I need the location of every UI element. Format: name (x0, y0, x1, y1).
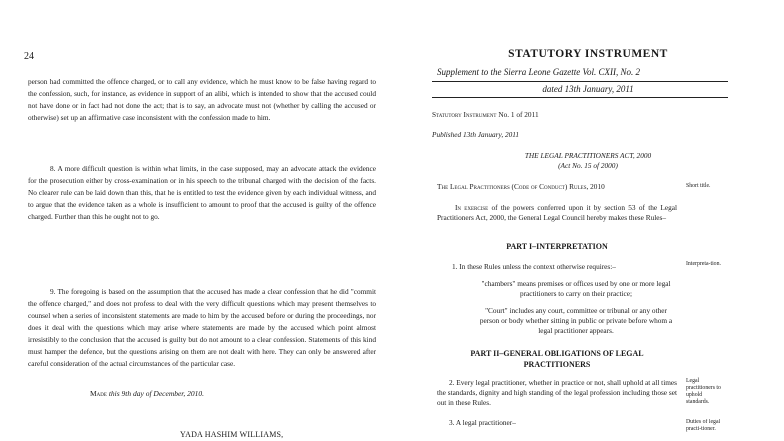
act-number: (Act No. 15 of 2000) (558, 161, 618, 170)
published-line: Published 13th January, 2011 (432, 130, 520, 139)
rules-title-line (437, 182, 605, 191)
bottom-divider (432, 97, 728, 98)
paragraph-9-text: 9. The foregoing is based on the assumption that the accused has made a clear confession that he did "commit the offence charged," and does not profess to deal with the very difficult questions which may present themselves to counsel when a series of inconsistent statements are made to him by the accused before or during the proceedings, nor does it deal with the questions which may arise where statements are made by the accused which point almost irresistibly to the conclusion that the accused is guilty but do not amount to a clear confession. Statements of this kind must hamper the defence, but the questions arising on them are not dealt with here. They can only be answered after careful consideration of the actual circumstances of the particular case. (28, 287, 376, 368)
part-1-heading: PART I–INTERPRETATION (506, 242, 608, 251)
paragraph-8 (28, 163, 376, 223)
preamble (437, 203, 677, 223)
gazette-supplement-line: Supplement to the Sierra Leone Gazette Vol. CXII, No. 2 (437, 67, 640, 77)
made-date: this 9th day of December, 2010. (108, 389, 205, 398)
top-divider (432, 81, 728, 82)
preamble-text: of the powers conferred upon it by section 53 of the Legal Practitioners Act, 2000, the General Legal Council hereby makes these Rules– (437, 203, 677, 222)
right-page (392, 0, 784, 441)
made-date-line (90, 389, 204, 398)
definition-court: "Court" includes any court, committee or tribunal or any other person or body whether sitting in public or private before whom a legal practitioner appears. (479, 306, 673, 335)
made-word: Made (90, 389, 107, 398)
rule-1-text: 1. In these Rules unless the context otherwise requires:– (452, 262, 616, 271)
page-number: 24 (24, 51, 34, 62)
rules-title: The Legal Practitioners (Code of Conduct) Rules, (437, 182, 589, 191)
rule-3-note: Duties of legal practi-tioner. (686, 419, 721, 432)
rules-year: 2010 (590, 182, 605, 191)
si-number-line (432, 110, 539, 119)
dated-line: dated 13th January, 2011 (542, 84, 634, 94)
act-title: THE LEGAL PRACTITIONERS ACT, 2000 (524, 151, 652, 160)
rule-2-text: 2. Every legal practitioner, whether in practice or not, shall uphold at all times the standards, dignity and high standing of the legal profession including those set out in these Rules. (437, 378, 677, 407)
si-number-label: Statutory Instrument (432, 110, 497, 119)
part-2-heading-line-1: PART II–GENERAL OBLIGATIONS OF LEGAL (470, 349, 644, 358)
short-title-note: Short title. (686, 183, 711, 189)
paragraph-intro-text: person had committed the offence charged, or to call any evidence, which he must know to be false having regard to the confession, such, for instance, as evidence in support of an alibi, which is intended to show that the accused could not have done or in fact had not done the act; that is to say, an advocate must not (whether by calling the accused or otherwise) set up an affirmative case inconsistent with the confession made to him. (28, 77, 376, 122)
part-2-heading-line-2: PRACTITIONERS (523, 360, 591, 369)
signatory-name: YADA HASHIM WILLIAMS, (180, 430, 284, 439)
interpretation-note: Interpreta-tion. (686, 261, 721, 267)
preamble-lead: In exercise (455, 203, 489, 212)
definition-chambers: "chambers" means premises or offices used by one or more legal practitioners to carry on their practice; (481, 279, 671, 298)
paragraph-8-text: 8. A more difficult question is within what limits, in the case supposed, may an advocate attack the evidence for the prosecution either by cross-examination or in his speech to the tribunal charged with the decision of the facts. No clearer rule can be laid down than this, that he is entitled to test the evidence given by each individual witness, and to argue that the evidence taken as a whole is insufficient to amount to proof that the accused is guilty of the offence charged. Further than this he ought not to go. (28, 164, 376, 221)
si-number: No. 1 of 2011 (498, 110, 539, 119)
statutory-instrument-title: STATUTORY INSTRUMENT (508, 48, 668, 60)
rule-3-text: 3. A legal practitioner– (449, 418, 516, 427)
paragraph-intro (28, 76, 376, 124)
paragraph-9 (28, 286, 376, 370)
rule-2-note: Legal practitioners to uphold standards. (686, 378, 721, 405)
